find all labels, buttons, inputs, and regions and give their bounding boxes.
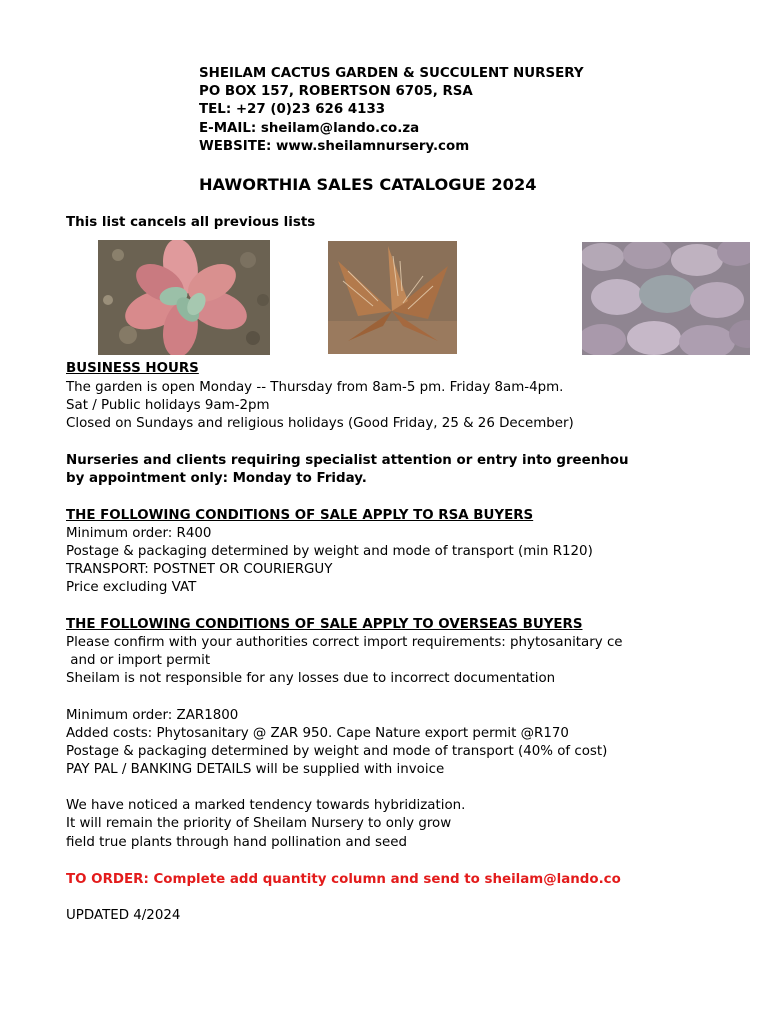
- rsa-condition: Minimum order: R400: [66, 526, 212, 541]
- business-hours-line: The garden is open Monday -- Thursday from 8am-5 pm. Friday 8am-4pm.: [66, 380, 564, 395]
- nursery-name: SHEILAM CACTUS GARDEN & SUCCULENT NURSERY: [199, 66, 584, 81]
- rsa-condition: Price excluding VAT: [66, 580, 197, 595]
- appointment-line: by appointment only: Monday to Friday.: [66, 471, 367, 486]
- hybrid-note-line: We have noticed a marked tendency towards hybridization.: [66, 798, 466, 813]
- email: E-MAIL: sheilam@lando.co.za: [199, 121, 420, 136]
- rsa-condition: TRANSPORT: POSTNET OR COURIERGUY: [66, 562, 333, 577]
- hybrid-note-line: field true plants through hand pollination and seed: [66, 835, 407, 850]
- overseas-cost: PAY PAL / BANKING DETAILS will be supplied with invoice: [66, 762, 445, 777]
- business-hours-heading: BUSINESS HOURS: [66, 361, 199, 376]
- overseas-cost: Added costs: Phytosanitary @ ZAR 950. Cape Nature export permit @R170: [66, 726, 569, 741]
- haworthia-photo-3: [582, 242, 750, 355]
- overseas-conditions-heading: THE FOLLOWING CONDITIONS OF SALE APPLY TO OVERSEAS BUYERS: [66, 617, 583, 632]
- business-hours-line: Sat / Public holidays 9am-2pm: [66, 398, 270, 413]
- overseas-cost: Minimum order: ZAR1800: [66, 708, 239, 723]
- appointment-line: Nurseries and clients requiring specialist attention or entry into greenhou: [66, 453, 629, 468]
- overseas-cost: Postage & packaging determined by weight and mode of transport (40% of cost): [66, 744, 608, 759]
- hybrid-note-line: It will remain the priority of Sheilam Nursery to only grow: [66, 816, 452, 831]
- overseas-condition: Sheilam is not responsible for any losses due to incorrect documentation: [66, 671, 556, 686]
- postal-address: PO BOX 157, ROBERTSON 6705, RSA: [199, 84, 473, 99]
- order-instructions: TO ORDER: Complete add quantity column and send to sheilam@lando.co: [66, 872, 621, 887]
- overseas-condition: and or import permit: [66, 653, 211, 668]
- rsa-condition: Postage & packaging determined by weight and mode of transport (min R120): [66, 544, 593, 559]
- telephone: TEL: +27 (0)23 626 4133: [199, 102, 386, 117]
- page-title: HAWORTHIA SALES CATALOGUE 2024: [199, 175, 537, 194]
- website: WEBSITE: www.sheilamnursery.com: [199, 139, 470, 154]
- business-hours-line: Closed on Sundays and religious holidays (Good Friday, 25 & 26 December): [66, 416, 574, 431]
- haworthia-photo-2: [328, 241, 457, 354]
- updated-date: UPDATED 4/2024: [66, 908, 181, 923]
- overseas-condition: Please confirm with your authorities correct import requirements: phytosanitary ce: [66, 635, 623, 650]
- rsa-conditions-heading: THE FOLLOWING CONDITIONS OF SALE APPLY TO RSA BUYERS: [66, 508, 534, 523]
- notice-text: This list cancels all previous lists: [66, 215, 316, 230]
- haworthia-photo-1: [98, 240, 270, 355]
